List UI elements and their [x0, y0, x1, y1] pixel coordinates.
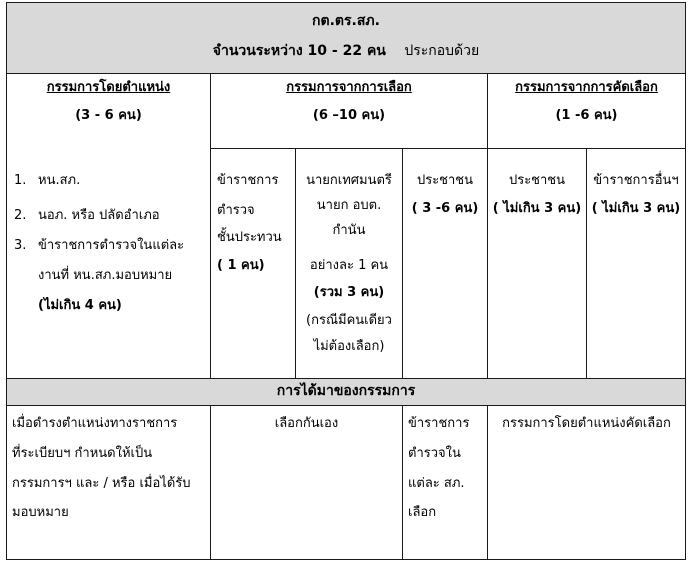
- list-item: ข้าราชการตำรวจในแต่ละ: [38, 238, 185, 253]
- heading-selected: กรรมการจากการคัดเลือก: [515, 80, 658, 95]
- count-selected: (1 -6 คน): [555, 108, 618, 123]
- title-line-1: กต.ตร.สภ.: [312, 13, 380, 29]
- public-elected-count: ( 3 -6 คน): [411, 201, 479, 216]
- list-item-num: 1.: [14, 173, 27, 188]
- local-line-2: นายก อบต.: [316, 198, 382, 213]
- count-by-position: (3 - 6 คน): [75, 108, 142, 123]
- acq-position-line-2: ที่ระเบียบฯ กำหนดให้เป็น: [12, 446, 153, 461]
- other-officials-count: ( ไม่เกิน 3 คน): [591, 201, 681, 216]
- local-note-1: (กรณีมีคนเดียว: [306, 313, 392, 328]
- list-item-num: 3.: [14, 238, 27, 253]
- public-selected-count: ( ไม่เกิน 3 คน): [492, 201, 582, 216]
- acq-elect-self: เลือกกันเอง: [274, 416, 339, 431]
- acq-selected-by: กรรมการโดยตำแหน่งคัดเลือก: [502, 416, 671, 431]
- acquisition-heading: การได้มาของกรรมการ: [276, 383, 416, 399]
- count-elected: (6 –10 คน): [312, 108, 386, 123]
- title-count: จำนวนระหว่าง 10 - 22 คน: [212, 43, 386, 59]
- acq-police-line-4: เลือก: [408, 505, 437, 520]
- heading-by-position: กรรมการโดยตำแหน่ง: [46, 80, 171, 95]
- police-line-2: ตำรวจ: [217, 203, 255, 218]
- list-item: นอภ. หรือ ปลัดอำเภอ: [38, 208, 160, 223]
- acq-position-line-4: มอบหมาย: [12, 505, 69, 520]
- public-elected-label: ประชาชน: [416, 173, 474, 188]
- list-item-continuation: งานที่ หน.สภ.มอบหมาย: [38, 268, 173, 283]
- local-note-2: ไม่ต้องเลือก): [313, 339, 385, 354]
- police-line-1: ข้าราชการ: [217, 173, 279, 188]
- acq-police-line-1: ข้าราชการ: [408, 416, 470, 431]
- acq-position-line-3: กรรมการฯ และ / หรือ เมื่อได้รับ: [12, 476, 191, 491]
- list-item-limit: (ไม่เกิน 4 คน): [38, 298, 122, 313]
- title-comprised: ประกอบด้วย: [404, 43, 480, 59]
- local-total: (รวม 3 คน): [313, 285, 385, 300]
- local-line-1: นายกเทศมนตรี: [306, 173, 392, 188]
- other-officials-label: ข้าราชการอื่นฯ: [593, 173, 679, 188]
- title-line-2: [6, 42, 686, 61]
- acq-position-line-1: เมื่อดำรงตำแหน่งทางราชการ: [12, 416, 178, 431]
- heading-elected: กรรมการจากการเลือก: [286, 80, 412, 95]
- public-selected-label: ประชาชน: [508, 173, 566, 188]
- acq-police-line-3: แต่ละ สภ.: [408, 476, 465, 491]
- acq-police-line-2: ตำรวจใน: [408, 446, 461, 461]
- police-line-3: ชั้นประทวน: [217, 230, 282, 245]
- list-item: หน.สภ.: [38, 173, 81, 188]
- local-line-4: อย่างละ 1 คน: [309, 258, 389, 273]
- local-line-3: กำนัน: [332, 223, 366, 238]
- list-item-num: 2.: [14, 208, 27, 223]
- police-count: ( 1 คน): [217, 258, 265, 273]
